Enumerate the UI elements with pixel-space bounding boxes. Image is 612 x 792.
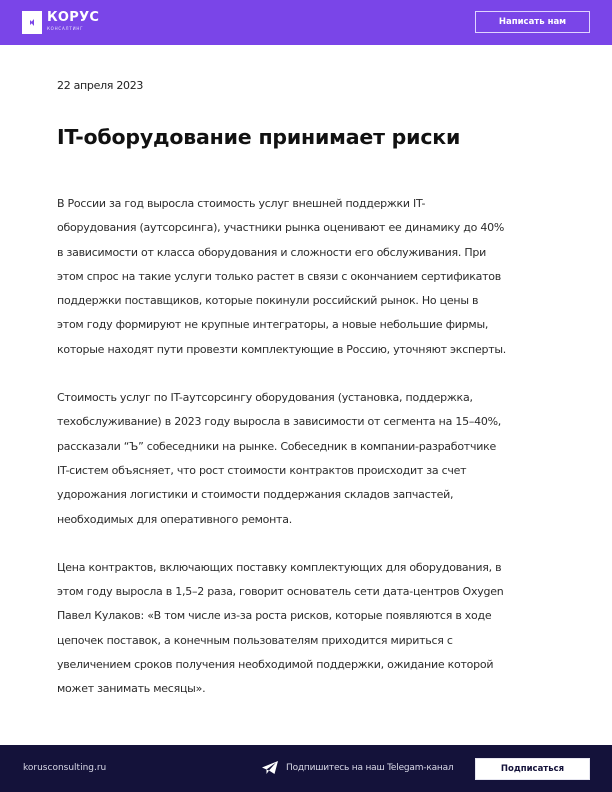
text-line: рассказали “Ъ” собеседники на рынке. Собеседник в компании-разработчике [57, 439, 497, 453]
text-line: необходимых для оперативного ремонта. [57, 512, 292, 526]
telegram-subscribe-text[interactable]: Подпишитесь на наш Telegam-канал [286, 763, 454, 773]
korus-logo-icon [22, 11, 42, 34]
text-line: оборудования (аутсорсинга), участники рынка оценивают ее динамику до 40% [57, 221, 505, 235]
text-line: техобслуживание) в 2023 году выросла в зависимости от сегмента на 15–40%, [57, 415, 502, 429]
text-line: поддержки поставщиков, которые покинули российский рынок. Но цены в [57, 294, 479, 308]
text-line: увеличением сроков получения необходимой поддержки, ожидание которой [57, 658, 494, 672]
text-line: этом спрос на такие услуги только растет в связи с окончанием сертификатов [57, 269, 502, 283]
article-body [57, 192, 567, 726]
text-line: В России за год выросла стоимость услуг внешней поддержки IT- [57, 197, 426, 210]
subscribe-button[interactable]: Подписаться [475, 758, 590, 780]
text-line: может занимать месяцы». [57, 682, 206, 696]
text-line: в зависимости от класса оборудования и сложности его обслуживания. При [57, 245, 487, 259]
logo-subtitle: КОНСАЛТИНГ [47, 26, 84, 31]
site-link[interactable]: korusconsulting.ru [23, 763, 107, 773]
footer [0, 745, 612, 792]
article-title: IT-оборудование принимает риски [57, 125, 461, 149]
logo-text [47, 11, 99, 32]
logo-name: КОРУС [47, 10, 100, 25]
text-line: этом году формируют не крупные интеграторы, а новые небольшие фирмы, [57, 318, 489, 332]
paragraph [57, 386, 567, 532]
write-to-us-button[interactable]: Написать нам [475, 11, 590, 33]
text-line: которые находят пути провезти комплектующие в Россию, уточняют эксперты. [57, 342, 507, 356]
korus-logo[interactable] [22, 11, 99, 35]
text-line: Стоимость услуг по IT-аутсорсингу оборудования (установка, поддержка, [57, 391, 473, 405]
text-line: IT-систем объясняет, что рост стоимости контрактов происходит за счет [57, 463, 467, 477]
header [0, 0, 612, 45]
paragraph [57, 556, 567, 702]
text-line: Цена контрактов, включающих поставку комплектующих для оборудования, в [57, 560, 502, 574]
text-line: удорожания логистики и стоимости поддержания складов запчастей, [57, 488, 454, 502]
text-line: Павел Кулаков: «В том числе из-за роста рисков, которые появляются в ходе [57, 609, 492, 623]
article-date: 22 апреля 2023 [57, 79, 144, 92]
paragraph [57, 192, 567, 362]
text-line: этом году выросла в 1,5–2 раза, говорит основатель сети дата-центров Oxygen [57, 585, 504, 599]
text-line: цепочек поставок, а конечным пользователям приходится мириться с [57, 633, 453, 647]
telegram-icon[interactable] [262, 761, 278, 775]
